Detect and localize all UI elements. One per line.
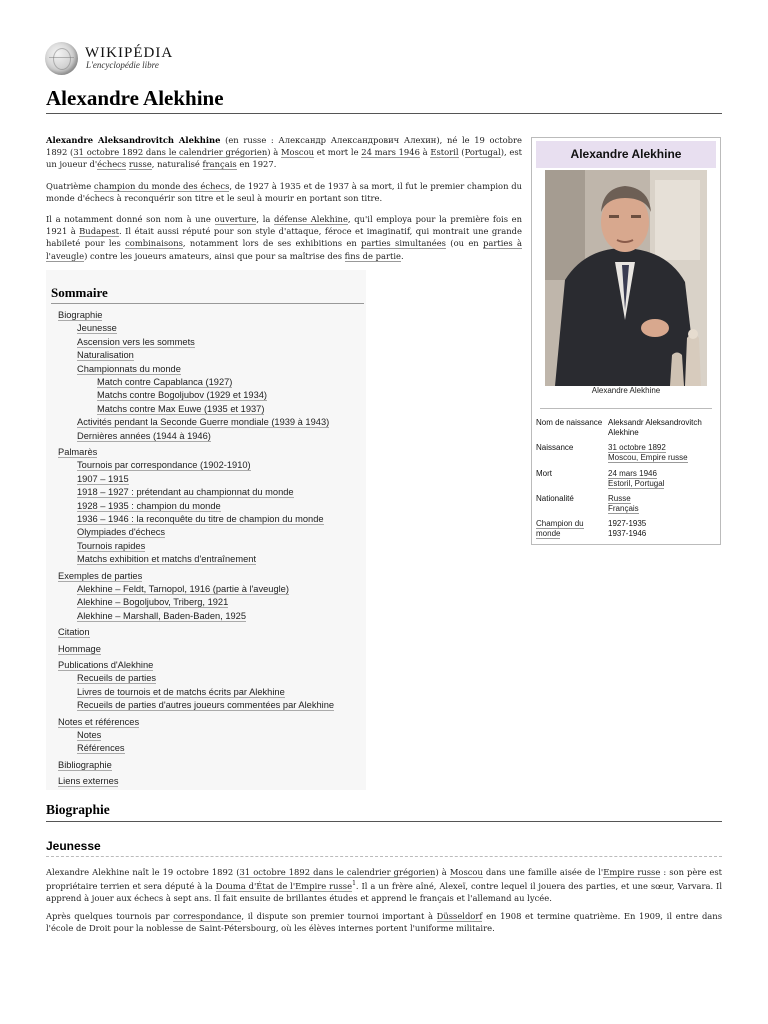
link-estoril[interactable]: Estoril xyxy=(430,147,459,158)
toc-item[interactable]: Match contre Capablanca (1927) xyxy=(97,377,233,387)
link-fins-de-partie[interactable]: fins de partie xyxy=(344,250,401,261)
link-portugal[interactable]: Portugal xyxy=(464,147,501,158)
toc-item[interactable]: 1936 – 1946 : la reconquête du titre de champion du monde xyxy=(77,514,324,524)
link-correspondance[interactable]: correspondance xyxy=(173,911,242,921)
toc-item[interactable]: Liens externes xyxy=(58,776,119,787)
link-champion-du-monde[interactable]: champion du monde des échecs xyxy=(93,181,230,191)
section-heading-biographie: Biographie xyxy=(46,802,110,817)
toc-item[interactable]: Références xyxy=(77,743,125,754)
intro-paragraph-1: Alexandre Aleksandrovitch Alekhine (en russe : Александр Александрович Алехин), né le 19 octobre 1892 (31 octobre 1892 dans le calendrier grégorien) à Moscou et mort le 24 mars 1946 à Estoril (Portugal), est un joueur d'échecs russe, naturalisé français en 1927. xyxy=(46,135,522,170)
link-budapest[interactable]: Budapest xyxy=(79,226,120,237)
toc-item[interactable]: 1928 – 1935 : champion du monde xyxy=(77,500,221,511)
page-title: Alexandre Alekhine xyxy=(46,86,224,110)
champion-period-1: 1927-1935 xyxy=(608,519,647,528)
infobox-key[interactable]: Champion du monde xyxy=(536,519,584,538)
infobox-key: Mort xyxy=(536,469,552,478)
toc-item[interactable]: Tournois rapides xyxy=(77,540,146,551)
link-ouverture[interactable]: ouverture xyxy=(214,214,257,224)
infobox-link-nationality-1[interactable]: Russe xyxy=(608,494,631,503)
body-paragraph-1: Alexandre Alekhine naît le 19 octobre 1892 (31 octobre 1892 dans le calendrier grégorien) à Moscou dans une famille aisée de l'Empire russe : son père est propriétaire terrien et sera député à la Douma d'État de l'Empire russe$^1$. Il a un frère aîné, Alexeï, contre lequel il jouera des parties, et une sœur, Varvara. Il apprend à jouer aux échecs à sept ans. Il fait ensuite de brillantes études et apprend le français et l'allemand au lycée. xyxy=(46,867,723,904)
link-moscou-2[interactable]: Moscou xyxy=(449,867,483,877)
link-russe[interactable]: russe xyxy=(128,159,152,170)
link-parties-aveugle[interactable]: parties à l'aveugle xyxy=(46,238,522,261)
infobox-key: Nationalité xyxy=(536,494,574,503)
infobox-link-birth-place[interactable]: Moscou, Empire russe xyxy=(608,453,688,462)
subsection-heading-jeunesse: Jeunesse xyxy=(46,839,101,853)
infobox-value xyxy=(608,443,718,463)
infobox-link-nationality-2[interactable]: Français xyxy=(608,504,639,513)
toc-item[interactable]: 1918 – 1927 : prétendant au championnat du monde xyxy=(77,487,294,498)
toc-item[interactable]: Biographie xyxy=(58,310,103,320)
section-divider xyxy=(46,821,722,822)
toc-item[interactable]: Alekhine – Bogoljubov, Triberg, 1921 xyxy=(77,597,229,608)
infobox-link-death-date[interactable]: 24 mars 1946 xyxy=(608,469,657,478)
link-empire-russe[interactable]: Empire russe xyxy=(603,867,661,877)
toc-item[interactable]: Activités pendant la Seconde Guerre mondiale (1939 à 1943) xyxy=(77,417,330,428)
toc-item[interactable]: Notes et références xyxy=(58,716,140,727)
toc-item[interactable]: Matchs exhibition et matchs d'entraînement xyxy=(77,554,257,565)
champion-period-2: 1937-1946 xyxy=(608,529,647,538)
toc-item[interactable]: Exemples de parties xyxy=(58,570,143,581)
link-parties-simultanees[interactable]: parties simultanées xyxy=(361,238,446,249)
toc-divider xyxy=(51,303,364,304)
toc-item[interactable]: Alekhine – Feldt, Tarnopol, 1916 (partie à l'aveugle) xyxy=(77,584,289,594)
infobox-divider xyxy=(540,408,712,409)
subject-name: Alexandre Aleksandrovitch Alekhine xyxy=(46,135,221,145)
toc-item[interactable]: Recueils de parties d'autres joueurs commentées par Alekhine xyxy=(77,700,335,711)
infobox-value xyxy=(608,469,718,489)
toc-item[interactable]: Naturalisation xyxy=(77,350,134,361)
toc-item[interactable]: Citation xyxy=(58,627,90,638)
toc-item[interactable]: Alekhine – Marshall, Baden-Baden, 1925 xyxy=(77,610,247,621)
link-dusseldorf[interactable]: Düsseldorf xyxy=(436,911,483,921)
link-defense-alekhine[interactable]: défense Alekhine xyxy=(274,214,348,224)
photo-caption: Alexandre Alekhine xyxy=(591,386,661,395)
link-calendar[interactable]: 31 octobre 1892 dans le calendrier grégorien xyxy=(73,147,268,158)
portrait-photo[interactable] xyxy=(545,170,707,386)
site-tagline: L'encyclopédie libre xyxy=(86,60,159,70)
body-paragraph-2: Après quelques tournois par correspondance, il dispute son premier tournoi important à Düsseldorf en 1908 et termine quatrième. En 1909, il entre dans l'école de Droit pour la noblesse de Saint-Pétersbourg, où les élèves internes portent l'uniforme militaire. xyxy=(46,911,722,934)
infobox-key: Nom de naissance xyxy=(536,418,603,427)
title-divider xyxy=(46,113,722,114)
wikipedia-globe-logo[interactable] xyxy=(45,42,78,75)
intro-paragraph-2: Quatrième champion du monde des échecs, de 1927 à 1935 et de 1937 à sa mort, il fut le premier champion du monde d'échecs à reconquérir son titre et le seul à mourir en portant son titre. xyxy=(46,181,522,204)
toc-item[interactable]: Palmarès xyxy=(58,447,98,457)
toc-item[interactable]: Dernières années (1944 à 1946) xyxy=(77,430,211,441)
toc-item[interactable]: Livres de tournois et de matchs écrits par Alekhine xyxy=(77,686,285,697)
toc-item[interactable]: Bibliographie xyxy=(58,759,112,770)
link-calendar-2[interactable]: 31 octobre 1892 dans le calendrier grégorien xyxy=(239,867,436,877)
toc-item[interactable]: Publications d'Alekhine xyxy=(58,660,154,670)
toc-item[interactable]: Ascension vers les sommets xyxy=(77,336,195,347)
toc-item[interactable]: Championnats du monde xyxy=(77,363,181,374)
toc-item[interactable]: Matchs contre Bogoljubov (1929 et 1934) xyxy=(97,390,268,401)
toc-item[interactable]: 1907 – 1915 xyxy=(77,473,129,484)
toc-item[interactable]: Olympiades d'échecs xyxy=(77,527,166,538)
link-echecs[interactable]: échecs xyxy=(97,159,127,170)
toc-item[interactable]: Recueils de parties xyxy=(77,673,157,684)
infobox-value: Aleksandr Aleksandrovitch Alekhine xyxy=(608,418,702,437)
infobox-link-birth-date[interactable]: 31 octobre 1892 xyxy=(608,443,666,452)
infobox-link-death-place[interactable]: Estoril, Portugal xyxy=(608,479,665,488)
toc-item[interactable]: Notes xyxy=(77,730,102,740)
link-death-date[interactable]: 24 mars 1946 xyxy=(361,147,420,158)
link-combinaisons[interactable]: combinaisons xyxy=(125,238,183,249)
intro-paragraph-3: Il a notamment donné son nom à une ouverture, la défense Alekhine, qu'il employa pour la première fois en 1921 à Budapest. Il était aussi réputé pour son style d'attaque, féroce et imaginatif, qui montrait une grande habileté pour les combinaisons, notamment lors de ses exhibitions en parties simultanées (ou en parties à l'aveugle) contre les joueurs amateurs, ainsi que pour sa maîtrise des fins de partie. xyxy=(46,214,523,261)
infobox-value xyxy=(608,519,718,539)
toc-item[interactable]: Tournois par correspondance (1902-1910) xyxy=(77,460,251,471)
infobox xyxy=(531,137,721,545)
infobox-value xyxy=(608,494,718,514)
toc-item[interactable]: Jeunesse xyxy=(77,323,117,334)
infobox-title: Alexandre Alekhine xyxy=(536,141,716,168)
portrait-illustration xyxy=(545,170,707,386)
toc-item[interactable]: Hommage xyxy=(58,643,101,654)
link-francais[interactable]: français xyxy=(202,159,237,170)
site-brand[interactable]: WIKIPÉDIA xyxy=(85,45,174,61)
infobox-key: Naissance xyxy=(536,443,574,452)
link-douma[interactable]: Douma d'État de l'Empire russe xyxy=(215,881,353,891)
table-of-contents xyxy=(46,270,366,790)
link-moscou[interactable]: Moscou xyxy=(280,147,315,158)
subsection-divider xyxy=(46,856,722,857)
reference-note[interactable]: 1 xyxy=(352,880,356,888)
toc-title: Sommaire xyxy=(51,285,108,300)
toc-item[interactable]: Matchs contre Max Euwe (1935 et 1937) xyxy=(97,403,265,414)
